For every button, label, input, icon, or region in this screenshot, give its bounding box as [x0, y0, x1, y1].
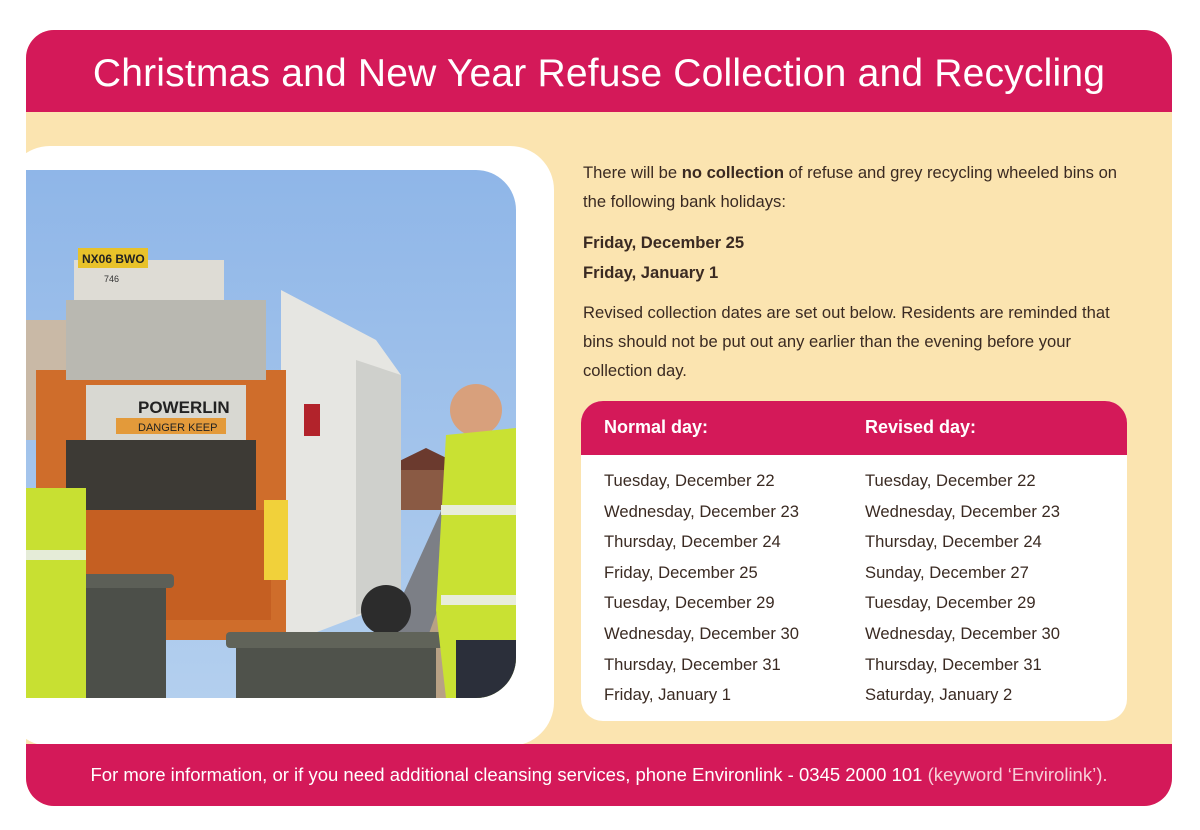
- normal-day-cell: Tuesday, December 29: [604, 593, 775, 613]
- normal-day-cell: Thursday, December 31: [604, 654, 781, 674]
- bank-holiday-list: [583, 228, 1128, 288]
- table-body: [581, 455, 1127, 712]
- column-header-normal-day: Normal day:: [604, 417, 709, 437]
- revised-day-cell: Saturday, January 2: [865, 685, 1013, 705]
- revised-day-cell: Thursday, December 24: [865, 532, 1042, 552]
- table-row: [581, 681, 1127, 712]
- revised-day-cell: Sunday, December 27: [865, 562, 1029, 582]
- refuse-truck-photo: [26, 170, 516, 698]
- table-row: [581, 620, 1127, 651]
- normal-day-cell: Thursday, December 24: [604, 532, 781, 552]
- fleet-number-text: 746: [104, 274, 120, 284]
- intro-text: [583, 158, 1128, 385]
- table-row: [581, 651, 1127, 682]
- notice-text-start: There will be: [583, 163, 682, 182]
- revised-day-cell: Tuesday, December 29: [865, 593, 1036, 613]
- bank-holiday-date: Friday, December 25: [583, 233, 745, 252]
- normal-day-cell: Friday, January 1: [604, 685, 731, 705]
- number-plate-text: NX06 BWO: [82, 252, 145, 266]
- collection-table: [581, 401, 1127, 721]
- poster: [26, 30, 1172, 806]
- normal-day-cell: Tuesday, December 22: [604, 471, 775, 490]
- page-title: Christmas and New Year Refuse Collection and Recycling: [26, 30, 1172, 112]
- truck-brand-text: POWERLIN: [138, 398, 230, 417]
- table-row: [581, 589, 1127, 620]
- notice-text-end: of refuse and grey recycling wheeled bins on the following bank holidays:: [583, 163, 1118, 211]
- footer-contact: [26, 744, 1172, 806]
- table-row: [581, 498, 1127, 529]
- notice-text-emphasis: no collection: [681, 163, 785, 182]
- revised-day-cell: Wednesday, December 30: [865, 623, 1060, 643]
- table-row: [581, 559, 1127, 590]
- revised-dates-note: Revised collection dates are set out below. Residents are reminded that bins should not be put out any earlier than the evening before your collection day.: [583, 303, 1110, 380]
- truck-warning-text: DANGER KEEP: [138, 422, 218, 434]
- table-header: [581, 401, 1127, 455]
- normal-day-cell: Friday, December 25: [604, 562, 758, 582]
- no-collection-notice: [583, 158, 1128, 216]
- footer-contact-text: For more information, or if you need additional cleansing services, phone Environlink - 0345 2000 101: [90, 764, 923, 785]
- normal-day-cell: Wednesday, December 30: [604, 623, 799, 643]
- table-row: [581, 528, 1127, 559]
- bank-holiday-date: Friday, January 1: [583, 263, 719, 282]
- revised-day-cell: Tuesday, December 22: [865, 471, 1036, 490]
- table-row: [581, 467, 1127, 498]
- revised-day-cell: Wednesday, December 23: [865, 501, 1060, 521]
- footer-keyword: (keyword ‘Envirolink’).: [927, 764, 1108, 785]
- revised-day-cell: Thursday, December 31: [865, 654, 1042, 674]
- column-header-revised-day: Revised day:: [865, 417, 977, 437]
- normal-day-cell: Wednesday, December 23: [604, 501, 799, 521]
